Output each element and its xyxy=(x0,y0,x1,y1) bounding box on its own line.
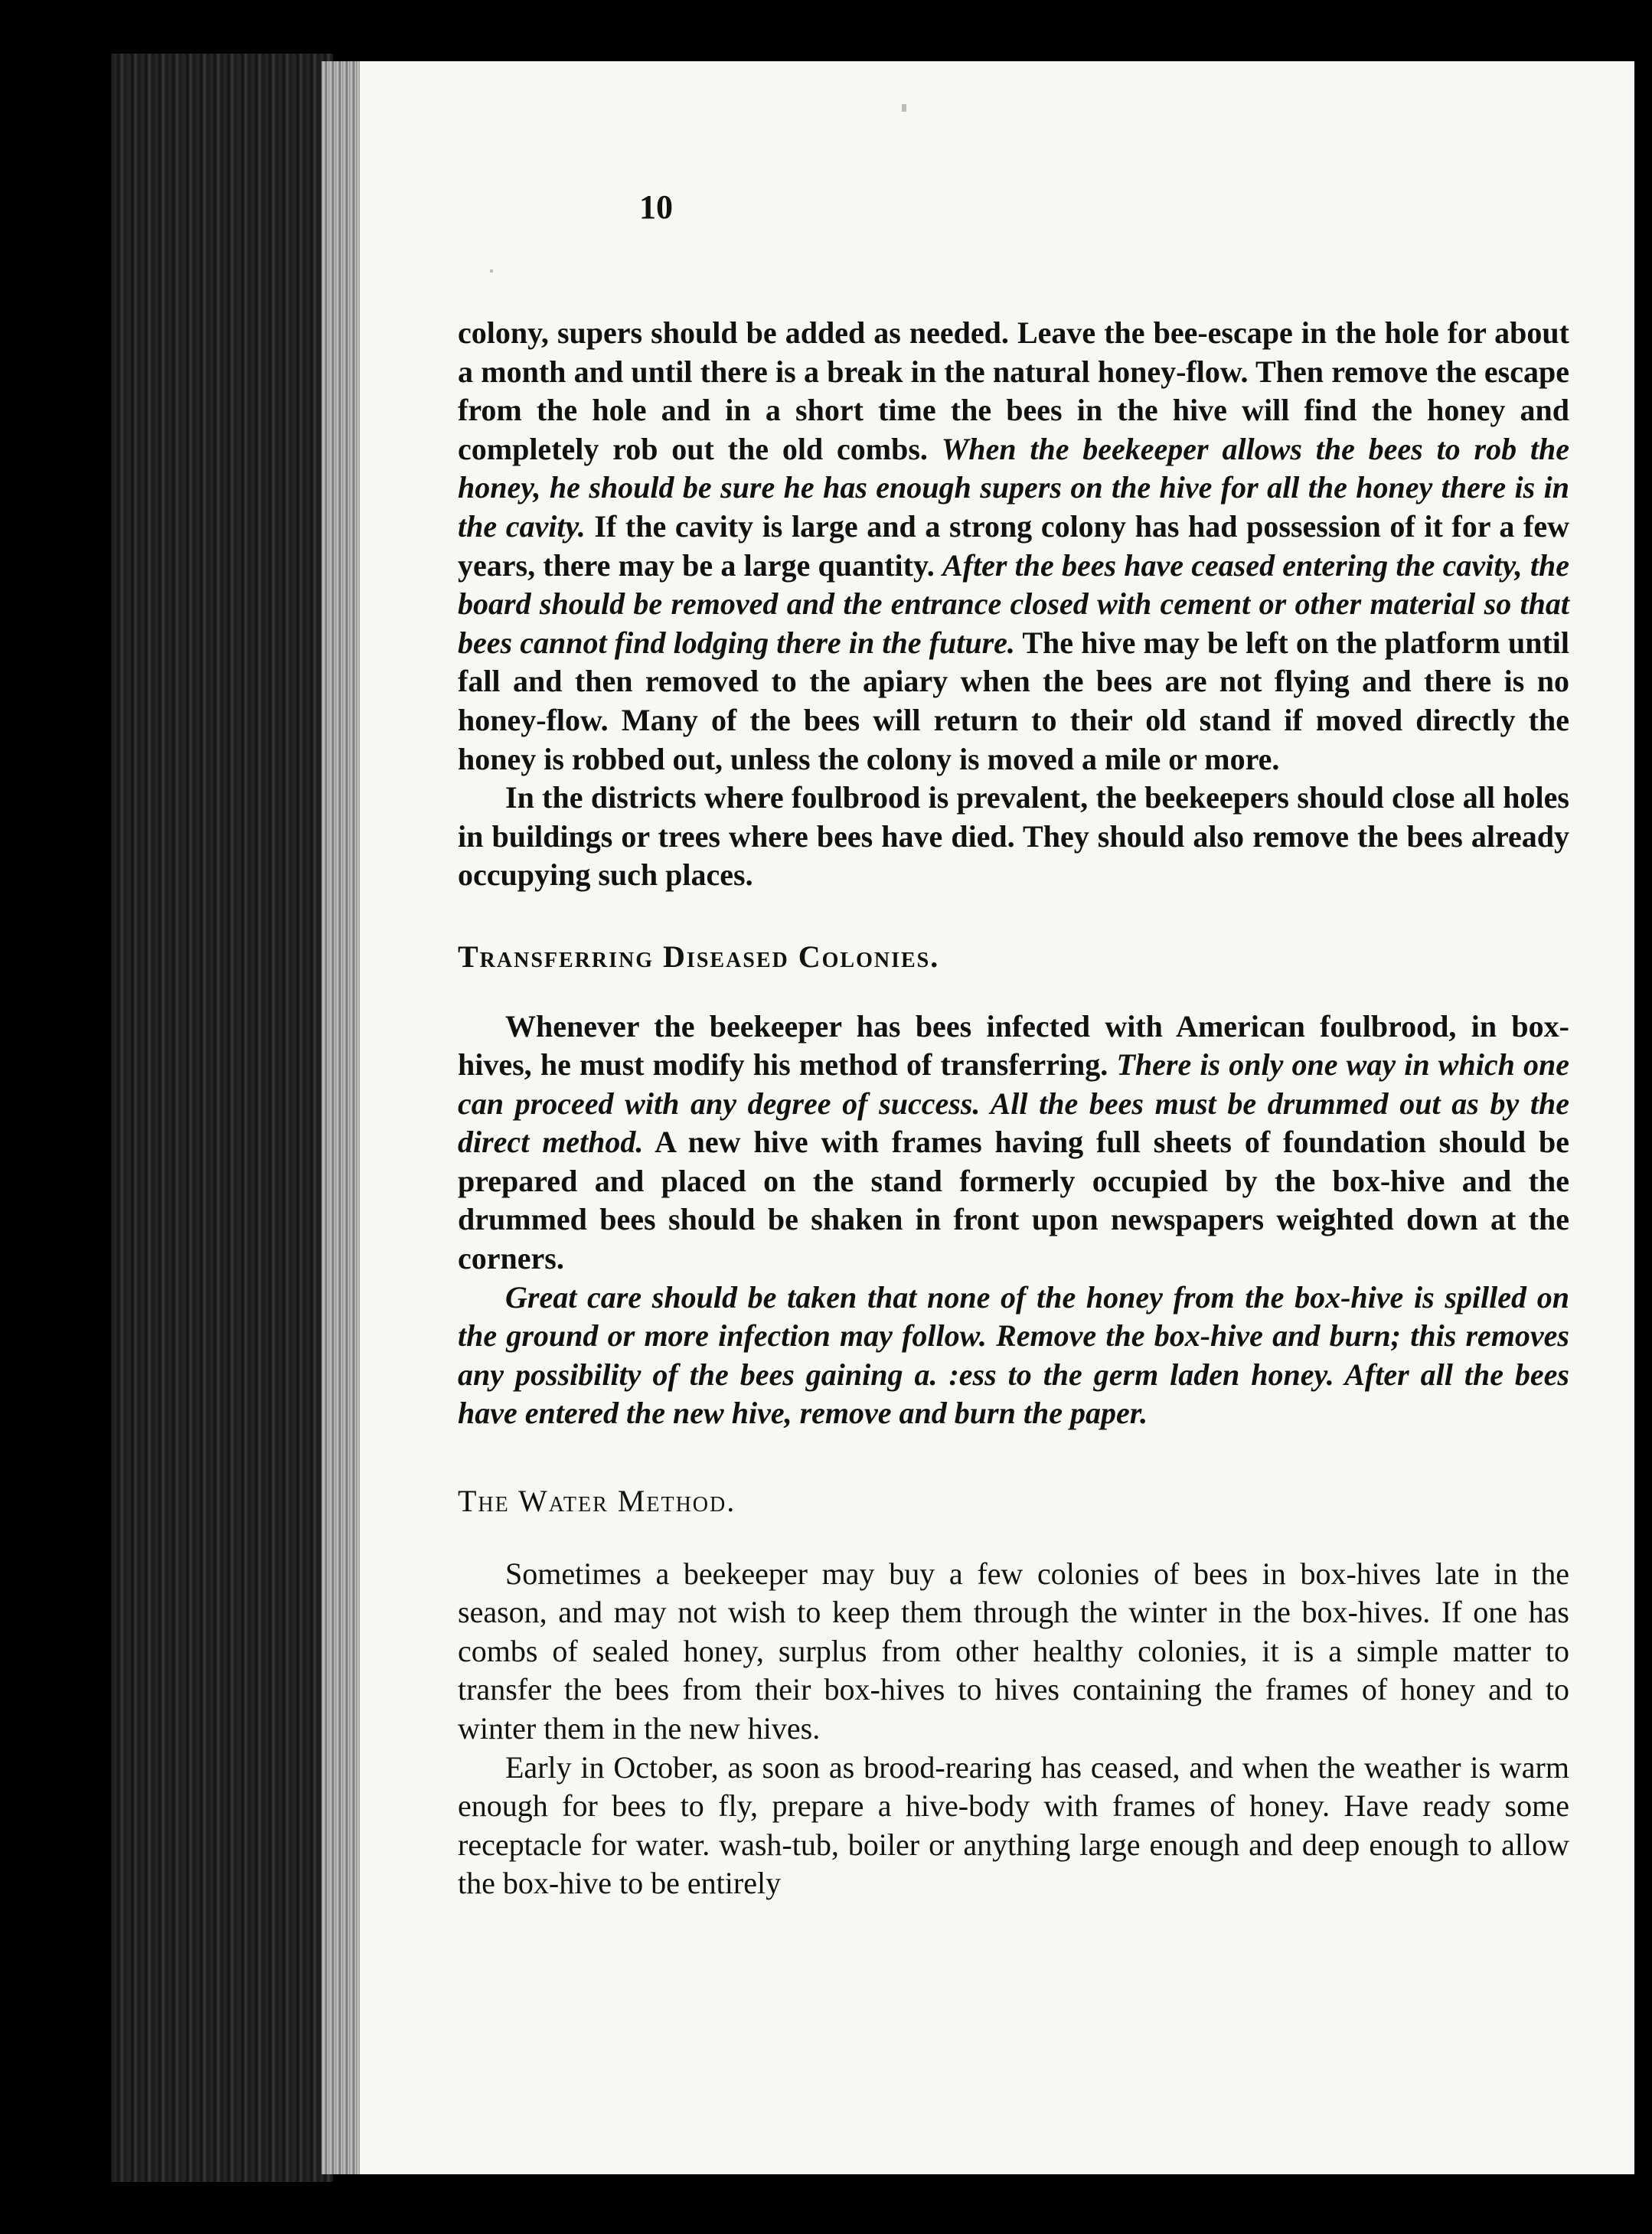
para1-text-e: The hive may be left on the platform until fall and then removed to the apiary when the bees are not flying and there is no honey-flow. Many of the bees will return to their old stand if moved directly the honey is robbed out, unless the colony is moved a mile or more. xyxy=(458,625,1570,776)
para3-italic-b: There is only one way in which one can proceed with any degree of success. All the bees must be drummed out as by the direct method. xyxy=(458,1047,1569,1160)
para1-text-c: If the cavity is large and a strong colony has had possession of it for a few years, there may be a large quantity. xyxy=(458,508,1569,583)
para1-italic-b: When the beekeeper allows the bees to rob the honey, he should be sure he has enough supers on the hive for all the honey there is in the cavity. xyxy=(458,431,1569,544)
paragraph-5: Sometimes a beekeeper may buy a few colonies of bees in box-hives late in the season, and may not wish to keep them through the winter in the box-hives. If one has combs of sealed honey, surplus from other healthy colonies, it is a simple matter to transfer the bees from their box-hives to hives containing the frames of honey and to winter them in the new hives. xyxy=(458,1556,1569,1746)
para1-italic-d: After the bees have ceased entering the cavity, the board should be removed and the entrance closed with cement or other material so that bees cannot find lodging there in the future. xyxy=(458,547,1570,660)
para3-text-c: A new hive with frames having full sheets of foundation should be prepared and placed on the stand formerly occupied by the box-hive and the drummed bees should be shaken in front upon newspapers weighted down at the corners. xyxy=(458,1125,1569,1276)
page-number: 10 xyxy=(639,188,673,226)
para1-text-a: colony, supers should be added as needed. Leave the bee-escape in the hole for about a month and until there is a break in the natural honey-flow. Then remove the escape from the hole and in a short time the bees in the hive will find the honey and completely rob out the old combs. xyxy=(458,315,1569,466)
para3-text-a: Whenever the beekeeper has bees infected with American foulbrood, in box-hives, he must modify his method of transferring. xyxy=(458,1008,1569,1083)
paragraph-1 xyxy=(458,314,1569,779)
paragraph-4: Great care should be taken that none of the honey from the box-hive is spilled on the ground or more infection may follow. Remove the box-hive and burn; this removes any possibility of the bees gaining a. :ess to the germ laden honey. After all the bees have entered the new hive, remove and burn the paper. xyxy=(458,1279,1569,1431)
section-heading-transferring: Transferring Diseased Colonies. xyxy=(458,939,940,974)
paragraph-3 xyxy=(458,1008,1569,1279)
speck xyxy=(902,104,906,112)
book-spine xyxy=(111,54,333,2182)
paragraph-6: Early in October, as soon as brood-rearing has ceased, and when the weather is warm enough for bees to fly, prepare a hive-body with frames of honey. Have ready some receptacle for water. wash-tub, boiler or anything large enough and deep enough to allow the box-hive to be entirely xyxy=(458,1749,1569,1901)
page-text xyxy=(458,314,1569,1903)
speck xyxy=(490,269,493,273)
section-heading-water-method: The Water Method. xyxy=(458,1484,736,1519)
paragraph-2: In the districts where foulbrood is prevalent, the beekeepers should close all holes in buildings or trees where bees have died. They should also remove the bees already occupying such places. xyxy=(458,780,1569,893)
